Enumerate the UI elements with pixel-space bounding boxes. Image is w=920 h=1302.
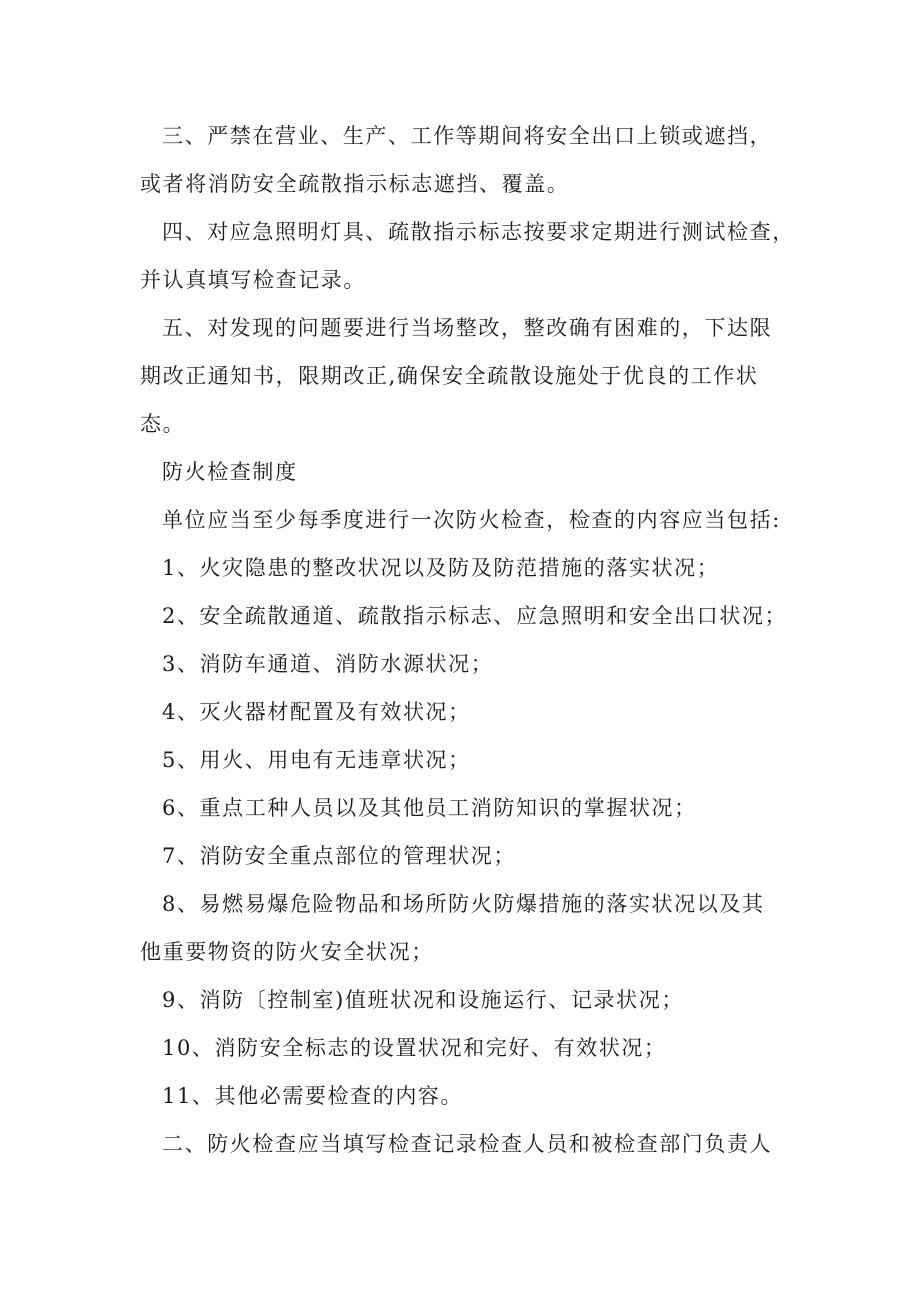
- list-item-5: 5、用火、用电有无违章状况；: [162, 748, 471, 772]
- list-item-2: 2、安全疏散通道、疏散指示标志、应急照明和安全出口状况；: [162, 604, 788, 628]
- list-item-6: 6、重点工种人员以及其他员工消防知识的掌握状况；: [162, 796, 697, 820]
- paragraph-5-line-3: 态。: [140, 412, 186, 436]
- paragraph-5-line-2: 期改正通知书，限期改正,确保安全疏散设施处于优良的工作状: [140, 364, 759, 388]
- list-item-8-line-1: 8、易燃易爆危险物品和场所防火防爆措施的落实状况以及其: [162, 892, 765, 916]
- intro-paragraph: 单位应当至少每季度进行一次防火检查，检查的内容应当包括:: [162, 508, 781, 532]
- list-item-8-line-2: 他重要物资的防火安全状况；: [140, 940, 434, 964]
- paragraph-4-line-2: 并认真填写检查记录。: [140, 268, 366, 292]
- list-item-1: 1、火灾隐患的整改状况以及防及防范措施的落实状况；: [162, 556, 720, 580]
- paragraph-3-line-2: 或者将消防安全疏散指示标志遮挡、覆盖。: [140, 172, 570, 196]
- list-item-10: 10、消防安全标志的设置状况和完好、有效状况；: [162, 1036, 667, 1060]
- list-item-11: 11、其他必需要检查的内容。: [162, 1084, 464, 1108]
- list-item-4: 4、灭火器材配置及有效状况；: [162, 700, 471, 724]
- list-item-7: 7、消防安全重点部位的管理状况；: [162, 844, 516, 868]
- paragraph-4-line-1: 四、对应急照明灯具、疏散指示标志按要求定期进行测试检查，: [162, 220, 795, 244]
- paragraph-3-line-1: 三、严禁在营业、生产、工作等期间将安全出口上锁或遮挡，: [162, 124, 773, 148]
- list-item-3: 3、消防车通道、消防水源状况；: [162, 652, 494, 676]
- list-item-9: 9、消防〔控制室)值班状况和设施运行、记录状况；: [162, 988, 684, 1012]
- section-heading: 防火检查制度: [162, 460, 298, 484]
- section-2-paragraph-line-1: 二、防火检查应当填写检查记录检查人员和被检查部门负责人: [162, 1132, 773, 1156]
- paragraph-5-line-1: 五、对发现的问题要进行当场整改，整改确有困难的，下达限: [162, 316, 773, 340]
